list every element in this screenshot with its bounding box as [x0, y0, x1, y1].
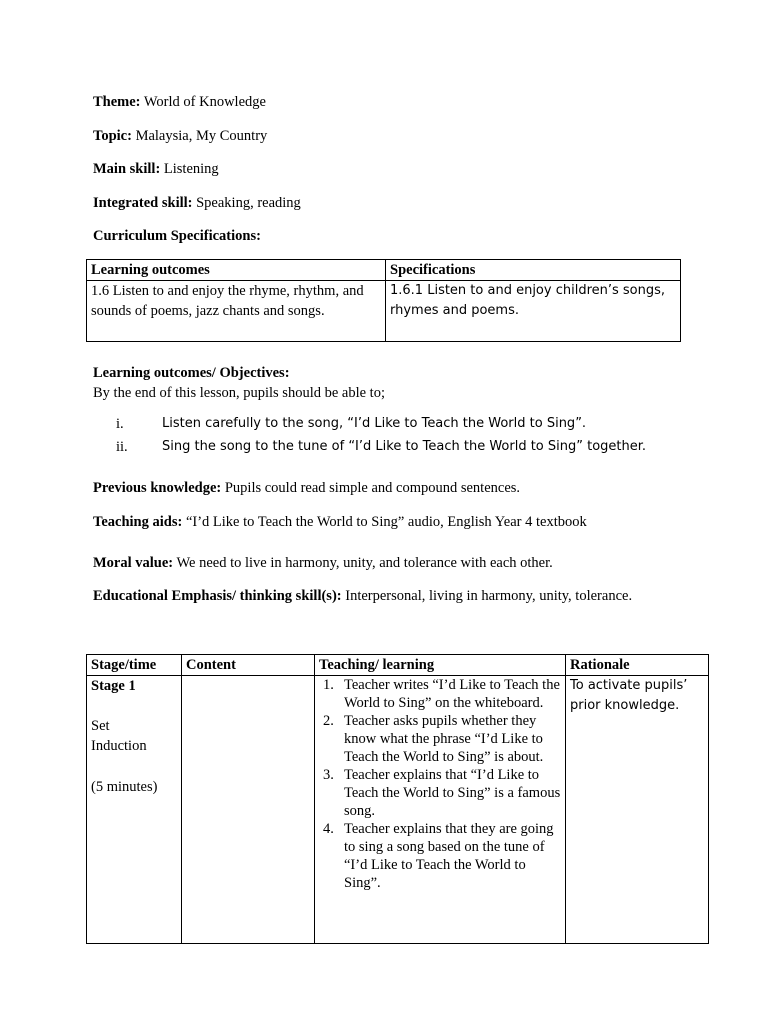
main-skill-value: Listening	[163, 161, 219, 177]
step-number: 4.	[323, 821, 334, 837]
curriculum-table	[86, 259, 681, 342]
outcome-cell: 1.6 Listen to and enjoy the rhyme, rhythm, and sounds of poems, jazz chants and songs.	[87, 281, 386, 342]
step-text: Teacher asks pupils whether they know what the phrase “I’d Like to Teach the World to Sing” is about.	[344, 713, 544, 765]
previous-knowledge-value: Pupils could read simple and compound sentences.	[224, 480, 521, 496]
objectives-list	[93, 414, 713, 460]
rationale-header: Rationale	[566, 655, 709, 676]
objectives-intro: By the end of this lesson, pupils should be able to;	[93, 385, 385, 401]
rationale-cell: To activate pupils’ prior knowledge.	[566, 676, 709, 944]
moral-value-value: We need to live in harmony, unity, and tolerance with each other.	[176, 555, 553, 571]
previous-knowledge-line	[93, 479, 520, 497]
theme-line	[93, 93, 266, 111]
step-text: Teacher explains that they are going to sing a song based on the tune of “I’d Like to Teach the World to Sing”.	[344, 821, 554, 891]
stage-time: (5 minutes)	[91, 779, 158, 795]
objective-text: Sing the song to the tune of “I’d Like to Teach the World to Sing” together.	[162, 439, 647, 454]
educational-emphasis-line	[93, 587, 632, 605]
step-number: 1.	[323, 677, 334, 693]
list-item	[93, 437, 713, 460]
teaching-learning-header: Teaching/ learning	[315, 655, 566, 676]
step-number: 3.	[323, 767, 334, 783]
integrated-skill-label: Integrated skill:	[93, 195, 193, 211]
teaching-aids-label: Teaching aids:	[93, 514, 183, 530]
table-row	[87, 281, 681, 342]
step-number: 2.	[323, 713, 334, 729]
moral-value-line	[93, 554, 553, 572]
table-row	[87, 676, 709, 944]
educational-emphasis-label: Educational Emphasis/ thinking skill(s):	[93, 588, 342, 604]
moral-value-label: Moral value:	[93, 555, 174, 571]
teaching-learning-cell	[315, 676, 566, 944]
list-item	[319, 676, 561, 712]
topic-line	[93, 127, 267, 145]
stage-title: Stage 1	[91, 678, 136, 694]
curriculum-heading: Curriculum Specifications:	[93, 228, 261, 244]
integrated-skill-value: Speaking, reading	[196, 195, 301, 211]
stage-name-line1: Set	[91, 718, 110, 734]
theme-label: Theme:	[93, 94, 141, 110]
educational-emphasis-value: Interpersonal, living in harmony, unity, tolerance.	[345, 588, 633, 604]
content-cell	[182, 676, 315, 944]
integrated-skill-line	[93, 194, 301, 212]
previous-knowledge-label: Previous knowledge:	[93, 480, 222, 496]
outcomes-header: Learning outcomes	[87, 260, 386, 281]
lesson-table	[86, 654, 709, 944]
step-text: Teacher writes “I’d Like to Teach the World to Sing” on the whiteboard.	[344, 677, 560, 711]
specifications-header: Specifications	[386, 260, 681, 281]
main-skill-label: Main skill:	[93, 161, 161, 177]
table-row	[87, 655, 709, 676]
objective-number: i.	[116, 416, 124, 432]
stage-cell	[87, 676, 182, 944]
main-skill-line	[93, 160, 219, 178]
list-item	[319, 820, 561, 892]
topic-value: Malaysia, My Country	[135, 128, 268, 144]
theme-value: World of Knowledge	[143, 94, 266, 110]
teaching-aids-line	[93, 513, 587, 531]
topic-label: Topic:	[93, 128, 132, 144]
list-item	[319, 712, 561, 766]
specification-cell: 1.6.1 Listen to and enjoy children’s songs, rhymes and poems.	[386, 281, 681, 342]
list-item	[319, 766, 561, 820]
stage-time-header: Stage/time	[87, 655, 182, 676]
list-item	[93, 414, 713, 437]
objectives-heading: Learning outcomes/ Objectives:	[93, 365, 290, 381]
table-row	[87, 260, 681, 281]
objective-number: ii.	[116, 439, 128, 455]
content-header: Content	[182, 655, 315, 676]
step-text: Teacher explains that “I’d Like to Teach the World to Sing” is a famous song.	[344, 767, 561, 819]
teaching-aids-value: “I’d Like to Teach the World to Sing” audio, English Year 4 textbook	[185, 514, 587, 530]
objective-text: Listen carefully to the song, “I’d Like to Teach the World to Sing”.	[162, 416, 587, 431]
teaching-steps-list	[319, 676, 561, 892]
stage-name-line2: Induction	[91, 738, 147, 754]
